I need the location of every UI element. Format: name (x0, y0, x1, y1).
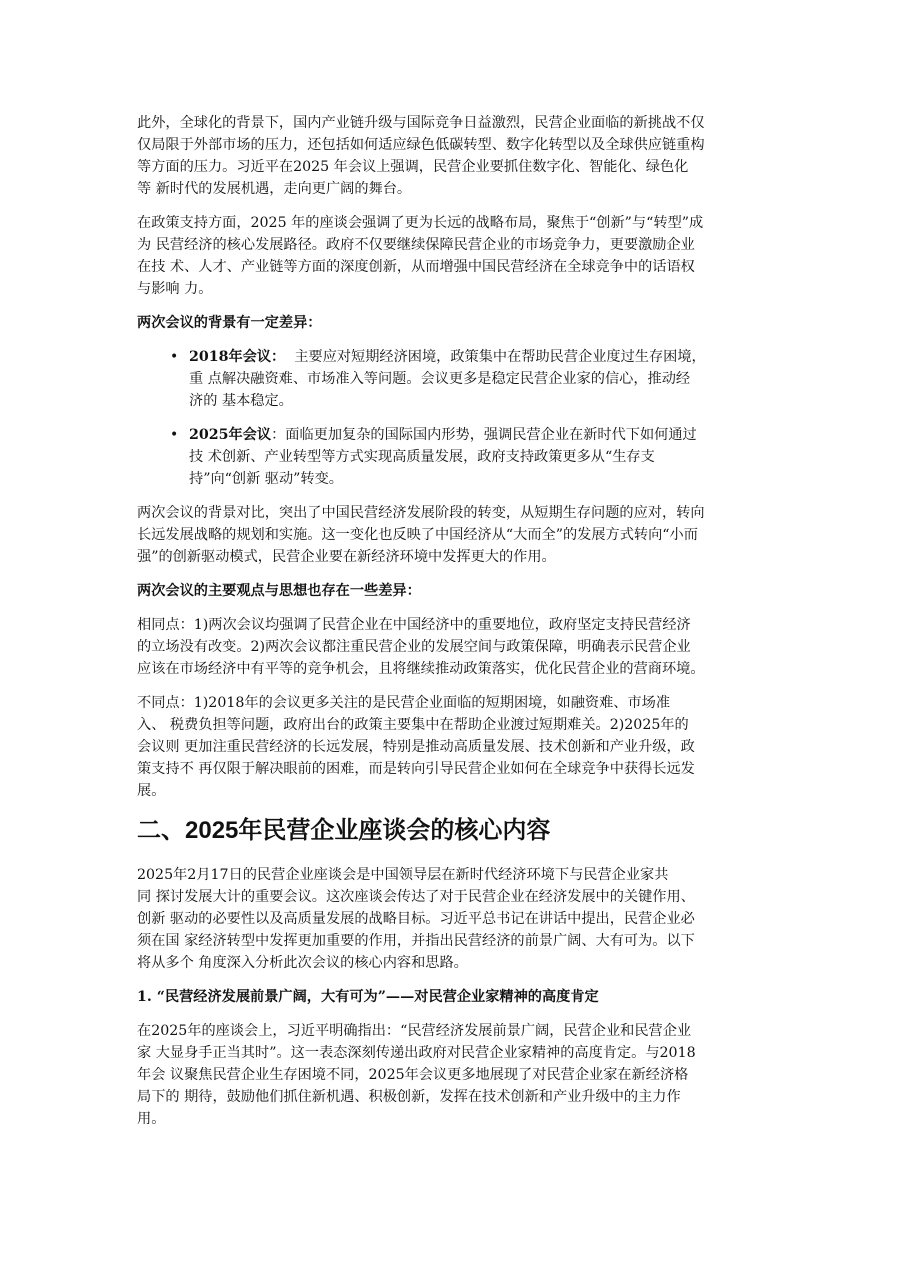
bullet-text: ：面临更加复杂的国际国内形势，强调民营企业在新时代下如何通过 (271, 427, 697, 443)
text-line: 入、 税费负担等问题，政府出台的政策主要集中在帮助企业渡过短期难关。2)2025年的 (137, 717, 689, 733)
bullet-dot-icon: • (170, 427, 179, 443)
bullet-line (189, 424, 777, 446)
paragraph-meeting-intro (137, 864, 777, 974)
paragraph-background-comparison (137, 502, 777, 568)
paragraph-globalization (137, 112, 777, 200)
text-line: 在2025年的座谈会上，习近平明确指出：“民营经济发展前景广阔，民营企业和民营企业 (137, 1023, 692, 1039)
bullet-text: 主要应对短期经济困境，政策集中在帮助民营企业度过生存困境， (294, 349, 706, 365)
text-line: 2025年2月17日的民营企业座谈会是中国领导层在新时代经济环境下与民营企业家共 (137, 867, 669, 883)
text-line: 相同点：1)两次会议均强调了民营企业在中国经济中的重要地位，政府坚定支持民营经济 (137, 617, 691, 633)
bullet-line: 持”向“创新 驱动”转变。 (189, 471, 343, 487)
bullet-label: 2025年会议 (189, 427, 272, 443)
text-line: 在政策支持方面，2025 年的座谈会强调了更为长远的战略布局，聚焦于“创新”与“转型”成 (137, 215, 704, 231)
text-line: 应该在市场经济中有平等的竞争机会，且将继续推动政策落实，优化民营企业的营商环境。 (137, 661, 705, 677)
bullet-line: 济的 基本稳定。 (189, 393, 293, 409)
section-heading: 二、2025年民营企业座谈会的核心内容 (137, 817, 551, 844)
document-body (137, 112, 777, 1142)
bullet-label: 2018年会议： (189, 349, 286, 365)
text-line: 与影响 力。 (137, 281, 213, 297)
text-line: 须在国 家经济转型中发挥更加重要的作用，并指出民营经济的前景广阔、大有可为。以下 (137, 933, 695, 949)
text-line: 等方面的压力。习近平在2025 年会议上强调，民营企业要抓住数字化、智能化、绿色化 (137, 159, 689, 175)
bullet-line: 技 术创新、产业转型等方式实现高质量发展，政府支持政策更多从“生存支 (189, 449, 655, 465)
text-line: 同 探讨发展大计的重要会议。这次座谈会传达了对于民营企业在经济发展中的关键作用、 (137, 889, 695, 905)
text-line: 仅局限于外部市场的压力，还包括如何适应绿色低碳转型、数字化转型以及全球供应链重构 (137, 137, 705, 153)
text-line: 将从多个 角度深入分析此次会议的核心内容和思路。 (137, 955, 468, 971)
paragraph-similarities (137, 614, 777, 680)
text-line: 在技 术、人才、产业链等方面的深度创新，从而增强中国民营经济在全球竞争中的话语权 (137, 259, 695, 275)
text-line: 会议则 更加注重民营经济的长远发展，特别是推动高质量发展、技术创新和产业升级，政 (137, 739, 695, 755)
text-line: 等 新时代的发展机遇，走向更广阔的舞台。 (137, 181, 412, 197)
text-line: 创新 驱动的必要性以及高质量发展的战略目标。习近平总书记在讲话中提出，民营企业必 (137, 911, 695, 927)
text-line: 的立场没有改变。2)两次会议都注重民营企业的发展空间与政策保障，明确表示民营企业 (137, 639, 691, 655)
bullet-line: 重 点解决融资难、市场准入等问题。会议更多是稳定民营企业家的信心，推动经 (189, 371, 691, 387)
bullet-item-2018 (137, 346, 777, 412)
text-line: 不同点：1)2018年的会议更多关注的是民营企业面临的短期困境，如融资难、市场准 (137, 695, 671, 711)
text-line: 家 大显身手正当其时”。这一表态深刻传递出政府对民营企业家精神的高度肯定。与2018 (137, 1045, 696, 1061)
text-line: 为 民营经济的核心发展路径。政府不仅要继续保障民营企业的市场竞争力，更要激励企业 (137, 237, 695, 253)
text-line: 展。 (137, 783, 166, 799)
heading-views-differences: 两次会议的主要观点与思想也存在一些差异： (137, 583, 421, 599)
text-line: 用。 (137, 1111, 166, 1127)
text-line: 强”的创新驱动模式，民营企业要在新经济环境中发挥更大的作用。 (137, 549, 556, 565)
paragraph-differences (137, 692, 777, 802)
bullet-item-2025 (137, 424, 777, 490)
text-line: 策支持不 再仅限于解决眼前的困难，而是转向引导民营企业如何在全球竞争中获得长远发 (137, 761, 695, 777)
text-line: 两次会议的背景对比，突出了中国民营经济发展阶段的转变，从短期生存问题的应对，转向 (137, 505, 705, 521)
heading-background-differences: 两次会议的背景有一定差异： (137, 315, 322, 331)
subsection-heading: 1. “民营经济发展前景广阔，大有可为”——对民营企业家精神的高度肯定 (137, 989, 599, 1005)
text-line: 长远发展战略的规划和实施。这一变化也反映了中国经济从“大而全”的发展方式转向“小而 (137, 527, 698, 543)
text-line: 年会 议聚焦民营企业生存困境不同，2025年会议更多地展现了对民营企业家在新经济格 (137, 1067, 689, 1083)
paragraph-xi-statement (137, 1020, 777, 1130)
paragraph-policy-support (137, 212, 777, 300)
bullet-dot-icon: • (170, 349, 179, 365)
text-line: 局下的 期待，鼓励他们抓住新机遇、积极创新，发挥在技术创新和产业升级中的主力作 (137, 1089, 681, 1105)
bullet-line (189, 346, 777, 368)
text-line: 此外，全球化的背景下，国内产业链升级与国际竞争日益激烈，民营企业面临的新挑战不仅 (137, 115, 705, 131)
